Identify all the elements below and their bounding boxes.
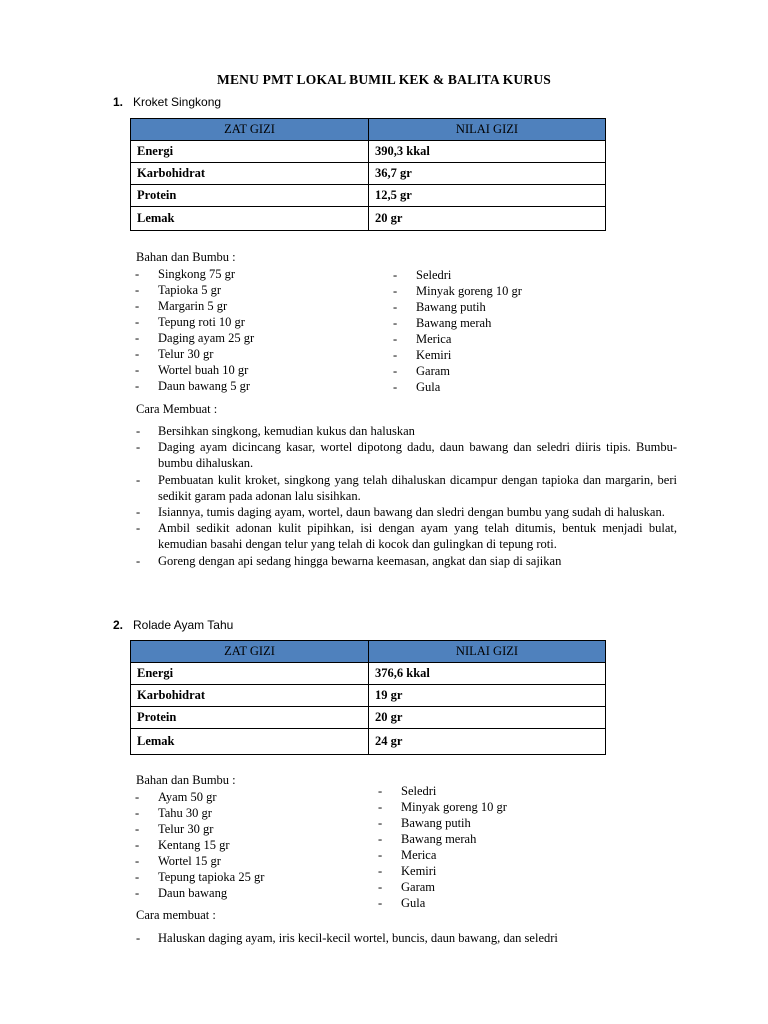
list-item: - Wortel 15 gr bbox=[135, 853, 264, 869]
section-name: Kroket Singkong bbox=[133, 95, 222, 109]
table-row bbox=[131, 707, 606, 729]
list-item: - Haluskan daging ayam, iris kecil-kecil wortel, buncis, daun bawang, dan seledri bbox=[136, 930, 677, 946]
bahan-label: Bahan dan Bumbu : bbox=[136, 250, 236, 264]
list-item: - Margarin 5 gr bbox=[135, 298, 254, 314]
section-name: Rolade Ayam Tahu bbox=[133, 618, 234, 632]
table-row bbox=[131, 141, 606, 163]
bahan-list-right bbox=[378, 783, 507, 911]
bahan-list-right bbox=[393, 267, 522, 395]
cara-label: Cara Membuat : bbox=[136, 402, 218, 416]
bahan-label: Bahan dan Bumbu : bbox=[136, 773, 236, 787]
list-item: - Telur 30 gr bbox=[135, 346, 254, 362]
column-header: ZAT GIZI bbox=[131, 641, 369, 663]
nutrient-value: 19 gr bbox=[369, 685, 606, 707]
nutrient-value: 24 gr bbox=[369, 729, 606, 755]
section-number: 2. bbox=[113, 618, 124, 632]
table-row bbox=[131, 729, 606, 755]
list-item: - Tepung tapioka 25 gr bbox=[135, 869, 264, 885]
nutrient-value: 376,6 kkal bbox=[369, 663, 606, 685]
cara-label: Cara membuat : bbox=[136, 908, 216, 922]
list-item: - Garam bbox=[378, 879, 507, 895]
list-item: - Daun bawang 5 gr bbox=[135, 378, 254, 394]
table-row bbox=[131, 663, 606, 685]
nutrition-table bbox=[130, 640, 606, 755]
nutrient-value: 390,3 kkal bbox=[369, 141, 606, 163]
list-item: - Kemiri bbox=[393, 347, 522, 363]
column-header: NILAI GIZI bbox=[369, 641, 606, 663]
section-number: 1. bbox=[113, 95, 124, 109]
list-item: - Bawang merah bbox=[393, 315, 522, 331]
list-item: - Minyak goreng 10 gr bbox=[393, 283, 522, 299]
column-header: NILAI GIZI bbox=[369, 119, 606, 141]
list-item: - Bawang putih bbox=[378, 815, 507, 831]
list-item: - Isiannya, tumis daging ayam, wortel, daun bawang dan sledri dengan bumbu yang sudah di haluskan. bbox=[136, 504, 677, 520]
table-row bbox=[131, 185, 606, 207]
page-title: MENU PMT LOKAL BUMIL KEK & BALITA KURUS bbox=[217, 72, 551, 87]
list-item: - Tahu 30 gr bbox=[135, 805, 264, 821]
list-item: - Merica bbox=[393, 331, 522, 347]
table-row bbox=[131, 685, 606, 707]
nutrient-name: Lemak bbox=[131, 207, 369, 231]
list-item: - Kentang 15 gr bbox=[135, 837, 264, 853]
table-header-row bbox=[131, 119, 606, 141]
list-item: - Tapioka 5 gr bbox=[135, 282, 254, 298]
list-item: - Gula bbox=[393, 379, 522, 395]
nutrient-name: Lemak bbox=[131, 729, 369, 755]
list-item: - Garam bbox=[393, 363, 522, 379]
list-item: - Wortel buah 10 gr bbox=[135, 362, 254, 378]
list-item: - Bersihkan singkong, kemudian kukus dan haluskan bbox=[136, 423, 677, 439]
list-item: - Bawang merah bbox=[378, 831, 507, 847]
column-header: ZAT GIZI bbox=[131, 119, 369, 141]
steps-list bbox=[136, 423, 677, 569]
bahan-list-left bbox=[135, 789, 264, 901]
table-row bbox=[131, 163, 606, 185]
list-item: - Singkong 75 gr bbox=[135, 266, 254, 282]
list-item: - Kemiri bbox=[378, 863, 507, 879]
nutrient-name: Energi bbox=[131, 663, 369, 685]
list-item: - Seledri bbox=[393, 267, 522, 283]
nutrient-name: Protein bbox=[131, 185, 369, 207]
nutrient-value: 20 gr bbox=[369, 207, 606, 231]
nutrient-name: Energi bbox=[131, 141, 369, 163]
list-item: - Minyak goreng 10 gr bbox=[378, 799, 507, 815]
steps-list bbox=[136, 930, 677, 946]
list-item: - Daging ayam dicincang kasar, wortel dipotong dadu, daun bawang dan seledri diiris tipis. Bumbu- bumbu dihaluskan. bbox=[136, 439, 677, 471]
list-item: - Ambil sedikit adonan kulit pipihkan, isi dengan ayam yang telah ditumis, bentuk menjadi bulat, kemudian basahi dengan telur yang telah di kocok dan gulingkan di tepung roti. bbox=[136, 520, 677, 552]
list-item: - Goreng dengan api sedang hingga bewarna keemasan, angkat dan siap di sajikan bbox=[136, 553, 677, 569]
nutrient-name: Karbohidrat bbox=[131, 163, 369, 185]
list-item: - Gula bbox=[378, 895, 507, 911]
section-heading bbox=[113, 95, 221, 109]
list-item: - Daging ayam 25 gr bbox=[135, 330, 254, 346]
list-item: - Pembuatan kulit kroket, singkong yang telah dihaluskan dicampur dengan tapioka dan margarin, beri sedikit garam pada adonan lalu sisihkan. bbox=[136, 472, 677, 504]
list-item: - Merica bbox=[378, 847, 507, 863]
bahan-list-left bbox=[135, 266, 254, 394]
nutrient-value: 12,5 gr bbox=[369, 185, 606, 207]
nutrient-name: Protein bbox=[131, 707, 369, 729]
nutrition-table bbox=[130, 118, 606, 231]
list-item: - Seledri bbox=[378, 783, 507, 799]
table-row bbox=[131, 207, 606, 231]
table-header-row bbox=[131, 641, 606, 663]
section-heading bbox=[113, 618, 233, 632]
nutrient-value: 20 gr bbox=[369, 707, 606, 729]
nutrient-name: Karbohidrat bbox=[131, 685, 369, 707]
list-item: - Tepung roti 10 gr bbox=[135, 314, 254, 330]
list-item: - Bawang putih bbox=[393, 299, 522, 315]
list-item: - Telur 30 gr bbox=[135, 821, 264, 837]
list-item: - Daun bawang bbox=[135, 885, 264, 901]
list-item: - Ayam 50 gr bbox=[135, 789, 264, 805]
nutrient-value: 36,7 gr bbox=[369, 163, 606, 185]
